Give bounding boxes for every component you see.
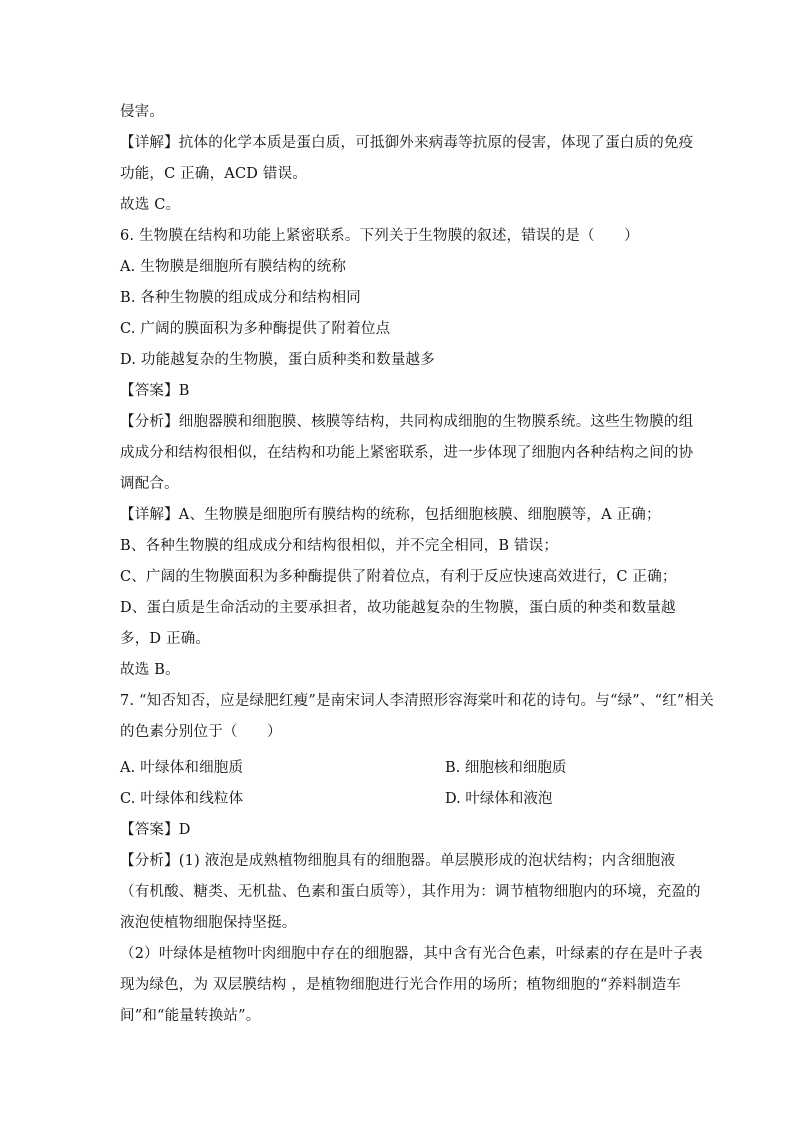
text-line: 【详解】抗体的化学本质是蛋白质，可抵御外来病毒等抗原的侵害，体现了蛋白质的免疫	[120, 135, 694, 151]
text-line: C、广阔的生物膜面积为多种酶提供了附着位点，有利于反应快速高效进行，C 正确；	[120, 569, 677, 585]
question-7-stem-cont: 的色素分别位于（ ）	[120, 724, 282, 740]
text-line: 成成分和结构很相似，在结构和功能上紧密联系，进一步体现了细胞内各种结构之间的协	[120, 445, 694, 461]
question-7-option-a: A. 叶绿体和细胞质	[120, 760, 244, 776]
question-7-option-c: C. 叶绿体和线粒体	[120, 791, 244, 807]
text-line: 故选 B。	[120, 662, 180, 678]
text-line: 功能，C 正确，ACD 错误。	[120, 166, 308, 182]
question-7-option-d: D. 叶绿体和液泡	[445, 791, 553, 807]
question-6-option-b: B. 各种生物膜的组成成分和结构相同	[120, 290, 361, 306]
question-6-option-a: A. 生物膜是细胞所有膜结构的统称	[120, 259, 347, 275]
question-6-stem: 6. 生物膜在结构和功能上紧密联系。下列关于生物膜的叙述，错误的是（ ）	[120, 228, 639, 244]
text-line: 调配合。	[120, 476, 179, 492]
text-line: 【分析】细胞器膜和细胞膜、核膜等结构，共同构成细胞的生物膜系统。这些生物膜的组	[120, 414, 694, 430]
question-6-option-d: D. 功能越复杂的生物膜，蛋白质种类和数量越多	[120, 352, 435, 368]
text-line: 【详解】A、生物膜是细胞所有膜结构的统称，包括细胞核膜、细胞膜等，A 正确；	[120, 507, 661, 523]
text-line: 多，D 正确。	[120, 631, 211, 647]
text-line: D、蛋白质是生命活动的主要承担者，故功能越复杂的生物膜，蛋白质的种类和数量越	[120, 600, 676, 616]
question-6-option-c: C. 广阔的膜面积为多种酶提供了附着位点	[120, 321, 391, 337]
question-7-option-b: B. 细胞核和细胞质	[445, 760, 567, 776]
text-line: （有机酸、糖类、无机盐、色素和蛋白质等），其作用为：调节植物细胞内的环境，充盈的	[120, 884, 701, 900]
question-7-stem: 7. “知否知否，应是绿肥红瘦”是南宋词人李清照形容海棠叶和花的诗句。与“绿”、“红”相关	[120, 693, 714, 709]
text-line: 间”和“能量转换站”。	[120, 1008, 261, 1024]
text-line: 侵害。	[120, 104, 165, 120]
text-line: 故选 C。	[120, 197, 181, 213]
text-line: B、各种生物膜的组成成分和结构很相似，并不完全相同，B 错误；	[120, 538, 559, 554]
text-line: （2）叶绿体是植物叶肉细胞中存在的细胞器，其中含有光合色素，叶绿素的存在是叶子表	[120, 946, 703, 962]
text-line: 现为绿色，为 双层膜结构 ，是植物细胞进行光合作用的场所；植物细胞的“养料制造车	[120, 977, 682, 993]
text-line: 液泡使植物细胞保持坚挺。	[120, 915, 297, 931]
answer-line: 【答案】D	[120, 822, 191, 838]
text-line: 【分析】(1) 液泡是成熟植物细胞具有的细胞器。单层膜形成的泡状结构；内含细胞液	[120, 853, 676, 869]
answer-line: 【答案】B	[120, 383, 190, 399]
